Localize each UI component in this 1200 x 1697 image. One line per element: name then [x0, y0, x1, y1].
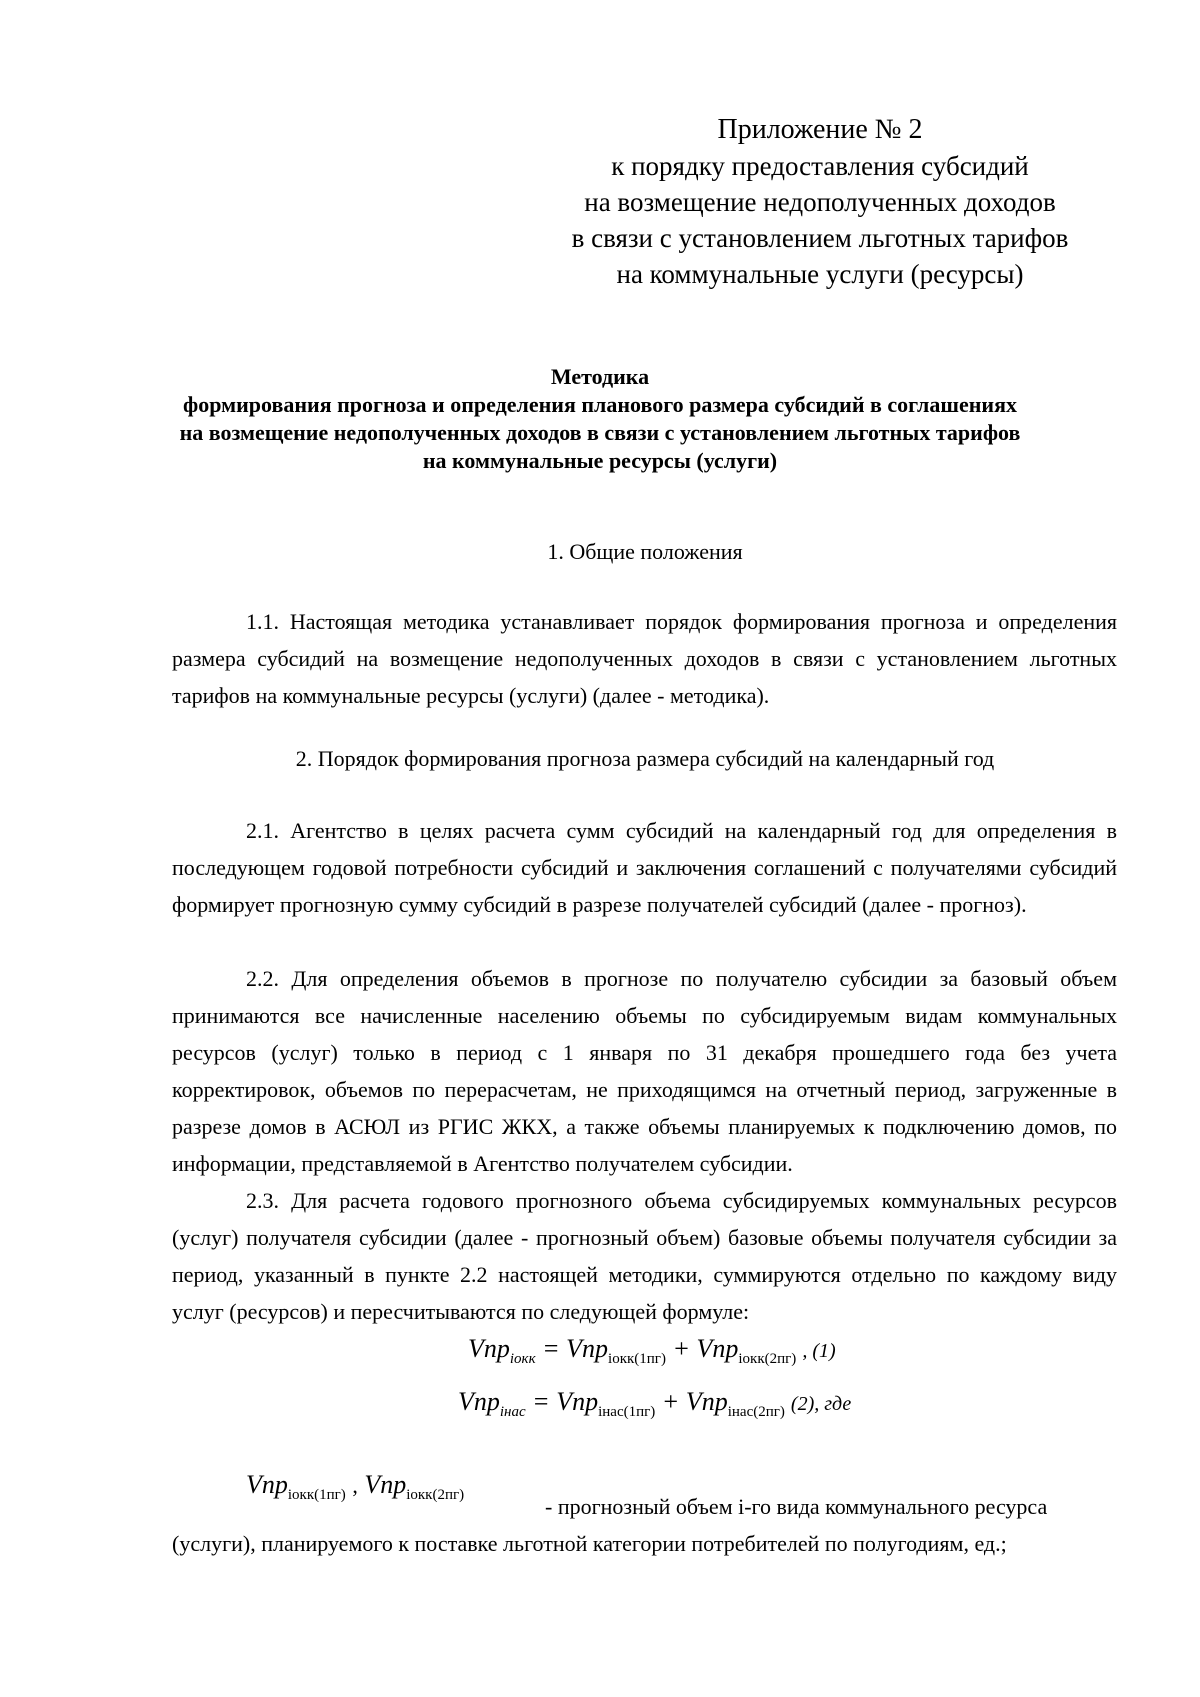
document-title — [150, 363, 1050, 475]
appendix-line: к порядку предоставления субсидий — [611, 151, 1029, 181]
paragraph-1-1: 1.1. Настоящая методика устанавливает порядок формирования прогноза и определения размера субсидий на возмещение недополученных доходов в связи с установлением льготных тарифов на коммунальные ресурсы (услуги) (далее - методика). — [172, 609, 1117, 708]
formula-var: Vnp — [556, 1387, 599, 1416]
formula-subscript: iнас — [499, 1404, 526, 1421]
paragraph-2-3: 2.3. Для расчета годового прогнозного объема субсидируемых коммунальных ресурсов (услуг) получателя субсидии (далее - прогнозный объем) базовые объемы получателя субсидии за период, указанный в пункте 2.2 настоящей методики, суммируются отдельно по каждому виду услуг (ресурсов) и пересчитываются по следующей формуле: — [172, 1188, 1117, 1324]
paragraph-2-2: 2.2. Для определения объемов в прогнозе по получателю субсидии за базовый объем принимаются все начисленные населению объемы по субсидируемым видам коммунальных ресурсов (услуг) только в период с 1 января по 31 декабря прошедшего года без учета корректировок, объемов по перерасчетам, не приходящимся на отчетный период, загруженные в разрезе домов в АСЮЛ из РГИС ЖКХ, а также объемы планируемых к подключению домов, по информации, представляемой в Агентство получателем субсидии. — [172, 966, 1117, 1176]
formula-var: Vnp — [458, 1387, 500, 1416]
definition-text-1: - прогнозный объем i-го вида коммунального ресурса — [545, 1494, 1048, 1519]
formula-var: Vnp — [566, 1334, 609, 1363]
section-2-heading: 2. Порядок формирования прогноза размера субсидий на календарный год — [295, 746, 995, 771]
formula-subscript: iокк(2пг) — [406, 1487, 465, 1504]
formula-subscript: iнас(1пг) — [598, 1404, 656, 1421]
formula-number: , (1) — [802, 1340, 836, 1362]
formula-plus: + — [672, 1334, 690, 1363]
formula-2 — [458, 1387, 851, 1421]
formula-subscript: iнас(2пг) — [727, 1404, 785, 1421]
appendix-number: Приложение № 2 — [717, 114, 923, 145]
title-line: Методика — [550, 364, 650, 389]
formula-var: Vnp — [696, 1334, 739, 1363]
section-1-heading: 1. Общие положения — [547, 539, 743, 564]
formula-subscript: iокк — [509, 1351, 536, 1368]
formula-var: Vnp — [246, 1470, 288, 1499]
formula-var: Vnp — [468, 1334, 510, 1363]
formula-equals: = — [542, 1334, 560, 1363]
title-line: формирования прогноза и определения планового размера субсидий в соглашениях — [183, 392, 1017, 417]
definition-separator: , — [352, 1473, 358, 1498]
formula-subscript: iокк(1пг) — [608, 1351, 666, 1368]
formula-subscript: iокк(2пг) — [738, 1351, 797, 1368]
paragraph-2-1: 2.1. Агентство в целях расчета сумм субсидий на календарный год для определения в последующем годовой потребности субсидий и заключения соглашений с получателями субсидий формирует прогнозную сумму субсидий в разрезе получателей субсидий (далее - прогноз). — [172, 818, 1117, 917]
title-line: на коммунальные ресурсы (услуги) — [422, 448, 778, 473]
formula-var: Vnp — [364, 1470, 407, 1499]
appendix-line: в связи с установлением льготных тарифов — [571, 223, 1069, 253]
definition-text-2: (услуги), планируемого к поставке льготной категории потребителей по полугодиям, ед.; — [172, 1531, 1007, 1556]
formula-plus: + — [661, 1387, 680, 1416]
formula-var: Vnp — [685, 1387, 728, 1416]
formula-number: (2), где — [790, 1393, 852, 1415]
definition-variables — [246, 1470, 464, 1504]
formula-subscript: iокк(1пг) — [287, 1487, 346, 1504]
formula-1 — [468, 1334, 836, 1368]
formula-equals: = — [532, 1387, 550, 1416]
appendix-header — [560, 112, 1080, 292]
appendix-line: на коммунальные услуги (ресурсы) — [616, 259, 1024, 289]
appendix-line: на возмещение недополученных доходов — [584, 187, 1056, 217]
title-line: на возмещение недополученных доходов в связи с установлением льготных тарифов — [179, 420, 1021, 445]
